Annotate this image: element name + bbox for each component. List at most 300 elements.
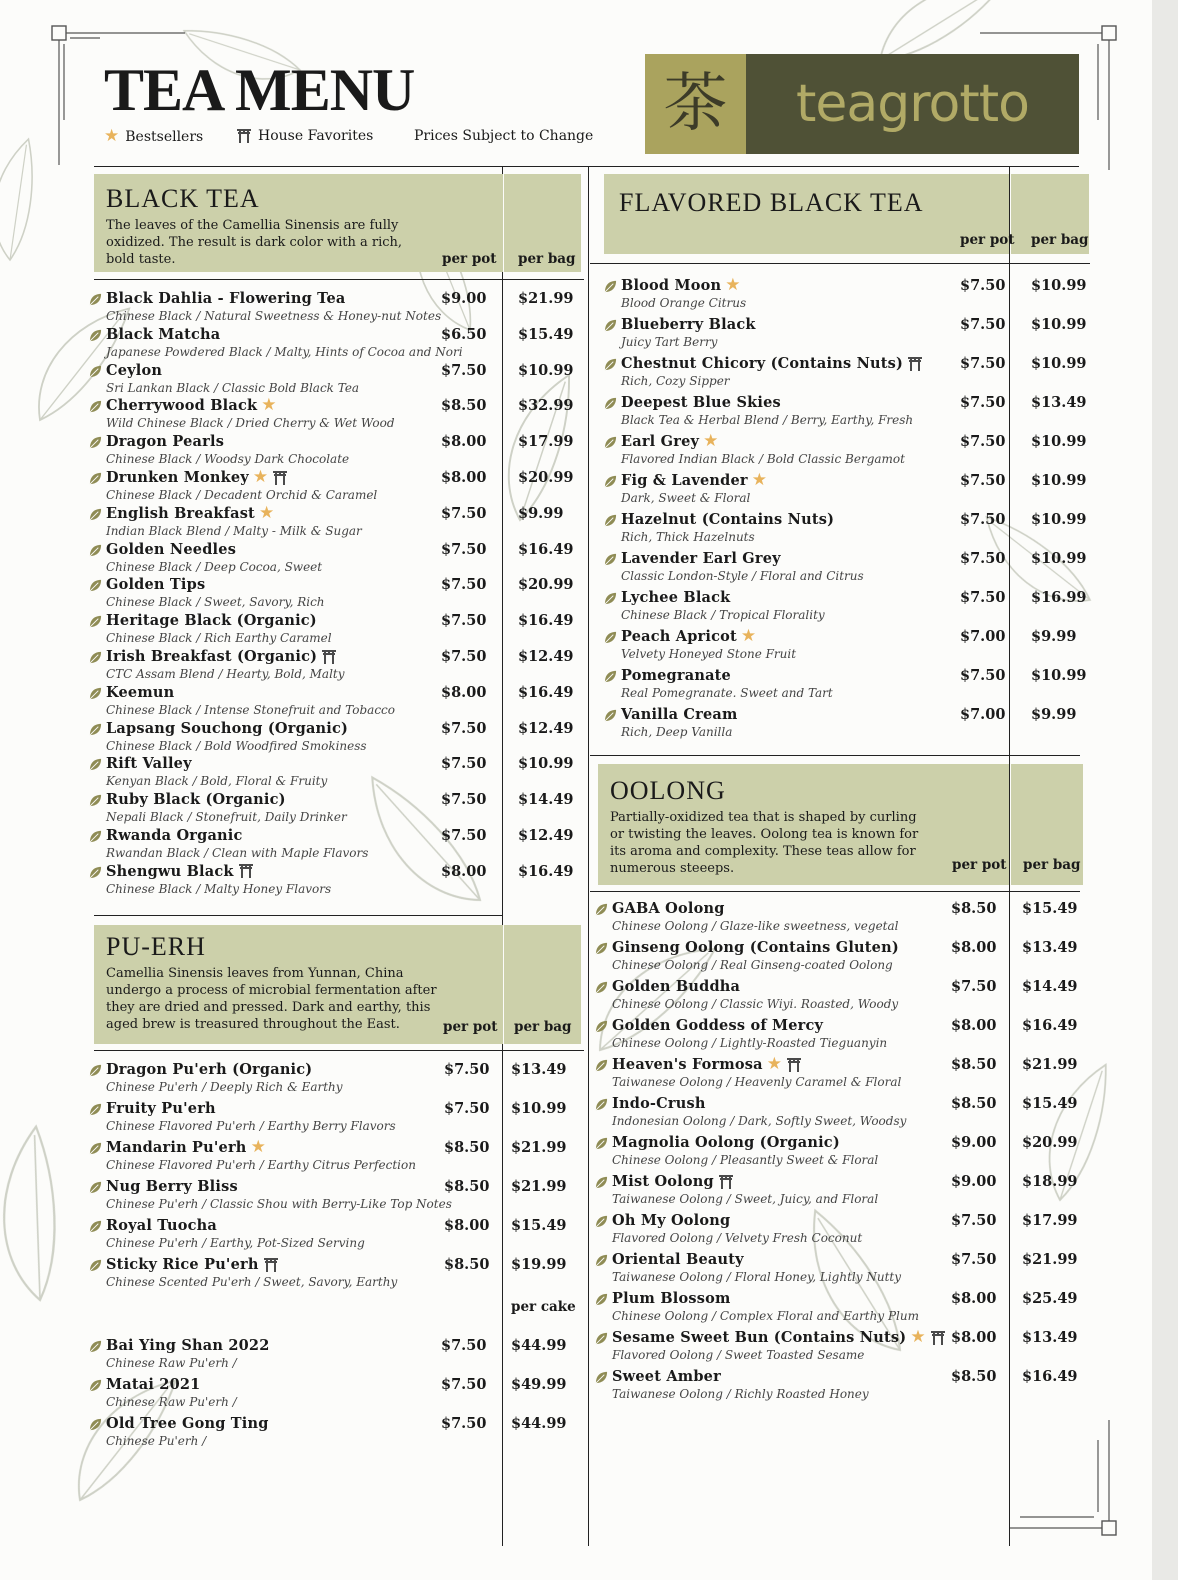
torii-icon [263, 1257, 279, 1273]
item-name-text: Blood Moon [621, 277, 722, 294]
item-description: Rich, Deep Vanilla [621, 725, 733, 739]
leaf-icon [89, 651, 102, 664]
item-name-text: Cherrywood Black [106, 397, 258, 415]
item-description: Rwandan Black / Clean with Maple Flavors [106, 846, 369, 860]
item-name-text: Ruby Black (Organic) [106, 791, 286, 809]
price-per-pot: $9.00 [951, 1134, 997, 1151]
price-per-bag: $21.99 [518, 290, 574, 307]
price-per-pot: $8.00 [441, 862, 487, 880]
item-name [106, 576, 205, 593]
item-name-text: Fruity Pu'erh [106, 1100, 216, 1117]
price-per-pot: $8.50 [951, 900, 997, 917]
price-per-pot: $8.50 [441, 397, 487, 415]
price-per-pot: $7.50 [441, 1376, 487, 1393]
price-per-pot: $7.50 [441, 540, 487, 558]
item-name-text: Ginseng Oolong (Contains Gluten) [612, 939, 899, 956]
price-per-bag: $14.49 [1022, 978, 1078, 995]
item-name [106, 1061, 312, 1078]
leaf-icon [89, 794, 102, 807]
desc-line: aged brew is treasured throughout the East. [106, 1017, 400, 1032]
leaf-icon [604, 514, 617, 527]
item-name [612, 1134, 840, 1151]
item-description: Indonesian Oolong / Dark, Softly Sweet, Woodsy [612, 1114, 907, 1128]
price-per-pot: $8.00 [441, 683, 487, 701]
puerh-title: PU-ERH [106, 932, 206, 961]
price-per-bag: $17.99 [1022, 1212, 1078, 1229]
item-description: Chinese Black / Bold Woodfired Smokiness [106, 738, 367, 753]
price-per-bag: $10.99 [1031, 433, 1087, 450]
item-name [106, 612, 317, 629]
item-name-text: Blueberry Black [621, 316, 756, 333]
logo-tea-glyph-panel [645, 54, 746, 154]
leaf-icon [89, 1181, 102, 1194]
price-per-pot: $7.00 [960, 706, 1006, 723]
prices-note-label: Prices Subject to Change [414, 128, 594, 144]
price-per-cake: $44.99 [511, 1415, 567, 1432]
item-name-text: Golden Tips [106, 576, 206, 594]
price-per-bag: $32.99 [518, 397, 574, 415]
item-name-text: Rwanda Organic [106, 827, 243, 844]
price-per-pot: $8.00 [951, 1329, 997, 1346]
price-per-pot: $7.50 [960, 472, 1006, 489]
item-description: Chinese Oolong / Classic Wiyi. Roasted, Woody [612, 997, 899, 1011]
price-per-pot: $7.50 [441, 827, 487, 844]
menu-title: TEA MENU [104, 57, 415, 123]
puerh-description [106, 965, 437, 1033]
item-name [106, 1178, 238, 1195]
item-name [106, 433, 224, 450]
item-name [621, 394, 781, 411]
price-per-pot: $7.50 [441, 612, 487, 630]
item-name-text: Sesame Sweet Bun (Contains Nuts) [612, 1329, 907, 1346]
leaf-icon [89, 1418, 102, 1431]
item-name [621, 472, 767, 489]
item-name-text: Black Dahlia - Flowering Tea [106, 290, 346, 307]
item-name-text: Shengwu Black [106, 862, 234, 880]
item-name-text: Irish Breakfast (Organic) [106, 648, 318, 665]
item-name-text: Keemun [106, 683, 175, 701]
price-per-cake: $44.99 [511, 1337, 567, 1354]
item-description: Sri Lankan Black / Classic Bold Black Tea [106, 380, 360, 395]
item-name [106, 827, 243, 844]
item-name [106, 290, 346, 307]
star-icon: ★ [252, 467, 269, 487]
item-description: Japanese Powdered Black / Malty, Hints of Cocoa and Nori [106, 344, 463, 359]
item-name-text: Mist Oolong [612, 1173, 714, 1190]
item-name-text: Matai 2021 [106, 1376, 201, 1393]
price-per-bag: $20.99 [518, 469, 574, 486]
leaf-icon [595, 1371, 608, 1384]
price-per-bag: $10.99 [1031, 550, 1087, 567]
item-description: Chinese Oolong / Glaze-like sweetness, vegetal [612, 919, 899, 933]
black-tea-header-rule [94, 279, 584, 280]
price-per-bag: $10.99 [1031, 316, 1087, 333]
price-per-pot: $7.50 [441, 504, 487, 522]
price-per-pot: $7.50 [960, 277, 1006, 294]
price-per-pot: $7.50 [441, 1337, 487, 1354]
item-name [106, 1415, 269, 1432]
leaf-icon [89, 866, 102, 879]
item-name-text: Royal Tuocha [106, 1217, 217, 1234]
price-per-bag: $15.49 [1022, 1095, 1078, 1112]
item-description: Chinese Oolong / Real Ginseng-coated Oolong [612, 958, 893, 972]
header-divider [94, 166, 1079, 167]
price-per-pot: $8.50 [444, 1256, 490, 1273]
price-per-bag: $9.99 [518, 504, 564, 522]
item-description: Chinese Oolong / Complex Floral and Earthy Plum [612, 1309, 919, 1323]
item-name [106, 1139, 266, 1156]
item-name-text: Vanilla Cream [621, 706, 738, 723]
item-name [612, 1251, 744, 1268]
desc-line: oxidized. The result is dark color with a rich, [106, 235, 403, 250]
flavored-per-bag-header: per bag [1031, 232, 1089, 248]
price-per-pot: $7.50 [441, 1415, 487, 1432]
item-name-text: Magnolia Oolong (Organic) [612, 1134, 840, 1151]
item-name [106, 648, 337, 665]
logo-wordmark: teagrotto [796, 74, 1029, 134]
price-per-pot: $7.50 [441, 719, 487, 737]
item-name-text: Nug Berry Bliss [106, 1178, 238, 1195]
item-name [106, 720, 348, 737]
left-price-divider [502, 166, 503, 1546]
price-per-bag: $16.49 [1022, 1368, 1078, 1385]
flavored-bottom-rule [590, 755, 1080, 756]
item-name [106, 863, 254, 880]
desc-line: they are dried and pressed. Dark and earthy, this [106, 1000, 431, 1015]
black-tea-description [106, 217, 402, 268]
column-divider [588, 166, 589, 1546]
price-per-bag: $9.99 [1031, 628, 1077, 645]
item-name [612, 1290, 731, 1307]
leaf-icon [604, 670, 617, 683]
legend-house-favorites-label: House Favorites [258, 128, 374, 144]
item-name-text: Heaven's Formosa [612, 1056, 763, 1073]
price-per-bag: $17.99 [518, 433, 574, 451]
price-per-bag: $12.49 [518, 648, 574, 665]
leaf-icon [89, 723, 102, 736]
item-name [612, 1095, 706, 1112]
item-name [612, 1368, 721, 1385]
item-name-text: Lychee Black [621, 589, 731, 606]
leaf-icon [595, 1020, 608, 1033]
star-icon: ★ [703, 431, 719, 451]
leaf-icon [89, 544, 102, 557]
item-name [612, 1212, 730, 1229]
price-per-bag: $20.99 [518, 576, 574, 594]
star-icon: ★ [751, 470, 768, 490]
item-name [106, 326, 220, 343]
star-icon: ★ [740, 626, 757, 646]
oolong-title: OOLONG [610, 776, 726, 805]
price-per-bag: $10.99 [1031, 277, 1087, 294]
item-description: Classic London-Style / Floral and Citrus [621, 569, 864, 583]
item-description: Chinese Oolong / Pleasantly Sweet & Floral [612, 1153, 879, 1167]
item-name [106, 362, 162, 379]
item-description: Chinese Flavored Pu'erh / Earthy Citrus Perfection [106, 1158, 416, 1172]
item-description: Chinese Black / Natural Sweetness & Honey-nut Notes [106, 309, 442, 323]
price-per-bag: $16.49 [518, 862, 574, 880]
leaf-icon [604, 280, 617, 293]
item-name-text: Golden Goddess of Mercy [612, 1017, 824, 1034]
item-name [106, 1100, 216, 1117]
price-per-pot: $7.50 [441, 648, 487, 665]
price-per-bag: $25.49 [1022, 1290, 1078, 1307]
price-per-bag: $21.99 [1022, 1056, 1078, 1073]
item-name [612, 1056, 802, 1073]
item-name-text: Sweet Amber [612, 1368, 721, 1385]
item-name [621, 355, 923, 372]
leaf-icon [89, 687, 102, 700]
item-name-text: Lapsang Souchong (Organic) [106, 719, 349, 737]
item-name-text: Golden Buddha [612, 978, 741, 995]
item-name [106, 1337, 270, 1354]
price-per-bag: $14.49 [518, 791, 574, 809]
item-description: Taiwanese Oolong / Floral Honey, Lightly Nutty [612, 1270, 901, 1284]
leaf-icon [89, 1142, 102, 1155]
leaf-icon [89, 1340, 102, 1353]
item-name-text: Bai Ying Shan 2022 [106, 1337, 270, 1354]
desc-line: Partially-oxidized tea that is shaped by curling [610, 810, 917, 825]
item-name-text: Black Matcha [106, 325, 221, 343]
item-name-text: Peach Apricot [621, 628, 737, 645]
price-per-pot: $8.00 [441, 433, 487, 451]
item-name-text: Old Tree Gong Ting [106, 1415, 269, 1432]
leaf-icon [89, 1064, 102, 1077]
leaf-icon [89, 615, 102, 628]
price-per-bag: $18.99 [1022, 1173, 1078, 1190]
tea-character-icon: 茶 [663, 67, 728, 141]
leaf-icon [604, 319, 617, 332]
desc-line: its aroma and complexity. These teas allow for [610, 844, 916, 859]
item-description: Chinese Black / Intense Stonefruit and Tobacco [106, 702, 395, 717]
leaf-icon [89, 1220, 102, 1233]
price-per-pot: $7.50 [960, 355, 1006, 372]
item-description: Real Pomegranate. Sweet and Tart [621, 686, 833, 700]
item-name [621, 316, 756, 333]
leaf-icon [595, 981, 608, 994]
item-description: Wild Chinese Black / Dried Cherry & Wet Wood [106, 416, 395, 431]
item-name [106, 502, 275, 523]
item-name [612, 1017, 823, 1034]
leaf-icon [89, 1103, 102, 1116]
item-name-text: Plum Blossom [612, 1290, 731, 1307]
torii-icon [718, 1174, 734, 1190]
leaf-icon [89, 1379, 102, 1392]
black-tea-per-bag-header: per bag [518, 251, 576, 267]
flavored-title: FLAVORED BLACK TEA [619, 188, 924, 217]
price-per-pot: $7.50 [960, 589, 1006, 606]
item-name-text: Oh My Oolong [612, 1212, 731, 1229]
item-description: Chinese Pu'erh / [106, 1434, 207, 1448]
leaf-icon [89, 830, 102, 843]
price-per-bag: $13.49 [1022, 939, 1078, 956]
leaf-icon [595, 942, 608, 955]
item-name-text: Pomegranate [621, 667, 731, 684]
torii-icon [321, 649, 337, 665]
item-description: Rich, Thick Hazelnuts [621, 530, 755, 544]
item-name-text: Ceylon [106, 361, 163, 379]
price-per-bag: $12.49 [518, 827, 574, 844]
puerh-per-pot-header: per pot [443, 1019, 498, 1035]
item-name-text: Rift Valley [106, 755, 192, 773]
price-per-pot: $8.00 [951, 939, 997, 956]
item-description: Chinese Black / Woodsy Dark Chocolate [106, 452, 350, 467]
price-per-bag: $20.99 [1022, 1134, 1078, 1151]
oolong-per-bag-header: per bag [1023, 857, 1081, 873]
star-icon: ★ [910, 1327, 926, 1347]
item-name [612, 900, 725, 917]
price-per-bag: $21.99 [511, 1178, 567, 1195]
price-per-pot: $8.50 [444, 1178, 490, 1195]
flavored-per-pot-header: per pot [960, 232, 1015, 248]
leaf-icon [89, 758, 102, 771]
item-name-text: Chestnut Chicory (Contains Nuts) [621, 355, 904, 372]
price-per-pot: $7.50 [951, 1251, 997, 1268]
leaf-icon [89, 400, 102, 413]
item-name [612, 978, 740, 995]
item-description: Taiwanese Oolong / Richly Roasted Honey [612, 1387, 869, 1401]
item-description: Chinese Flavored Pu'erh / Earthy Berry Flavors [106, 1119, 396, 1133]
leaf-icon [595, 1254, 608, 1267]
price-per-bag: $16.49 [518, 540, 574, 558]
star-icon: ★ [766, 1054, 783, 1074]
leaf-icon [604, 553, 617, 566]
puerh-per-bag-header: per bag [514, 1019, 572, 1035]
price-per-pot: $7.50 [444, 1100, 490, 1117]
leaf-icon [604, 592, 617, 605]
price-per-pot: $7.50 [441, 361, 487, 379]
price-per-bag: $21.99 [1022, 1251, 1078, 1268]
desc-line: Camellia Sinensis leaves from Yunnan, China [106, 966, 404, 981]
price-per-bag: $10.99 [511, 1100, 567, 1117]
price-per-pot: $8.50 [951, 1095, 997, 1112]
item-description: Taiwanese Oolong / Sweet, Juicy, and Floral [612, 1192, 879, 1206]
desc-line: bold taste. [106, 252, 176, 267]
price-per-bag: $16.49 [1022, 1017, 1078, 1034]
item-name [106, 1256, 279, 1273]
leaf-icon [89, 508, 102, 521]
price-per-pot: $7.50 [951, 1212, 997, 1229]
legend-bestsellers-label: Bestsellers [125, 128, 204, 145]
price-per-bag: $13.49 [1031, 394, 1087, 411]
item-name-text: Oriental Beauty [612, 1251, 744, 1268]
oolong-description [610, 809, 918, 877]
price-per-pot: $8.00 [951, 1290, 997, 1307]
leaf-icon [604, 436, 617, 449]
price-per-bag: $21.99 [511, 1139, 567, 1156]
leaf-icon [89, 329, 102, 342]
item-description: Chinese Scented Pu'erh / Sweet, Savory, Earthy [106, 1275, 398, 1289]
price-per-bag: $15.49 [511, 1217, 567, 1234]
item-description: Flavored Oolong / Sweet Toasted Sesame [612, 1348, 865, 1362]
flavored-header-rule [590, 263, 1090, 264]
oolong-header-rule [590, 891, 1080, 892]
item-name-text: Fig & Lavender [621, 472, 748, 489]
price-per-pot: $9.00 [441, 290, 487, 307]
price-per-pot: $8.50 [951, 1056, 997, 1073]
leaf-icon [595, 1137, 608, 1150]
desc-line: numerous steeeps. [610, 861, 735, 876]
price-per-bag: $10.99 [518, 361, 574, 379]
item-name [106, 684, 174, 701]
desc-line: undergo a process of microbial fermentation after [106, 983, 437, 998]
price-per-cake: $49.99 [511, 1376, 567, 1393]
item-description: Black Tea & Herbal Blend / Berry, Earthy, Fresh [621, 413, 914, 427]
item-description: Chinese Pu'erh / Classic Shou with Berry-Like Top Notes [106, 1197, 452, 1211]
leaf-icon [595, 1059, 608, 1072]
leaf-icon [595, 903, 608, 916]
item-description: Flavored Oolong / Velvety Fresh Coconut [612, 1231, 863, 1245]
leaf-icon [595, 1176, 608, 1189]
item-description: Rich, Cozy Sipper [621, 374, 730, 388]
leaf-icon [89, 436, 102, 449]
price-per-bag: $13.49 [511, 1061, 567, 1078]
price-per-bag: $9.99 [1031, 706, 1077, 723]
item-name [106, 1376, 200, 1393]
item-description: Blood Orange Citrus [621, 296, 747, 310]
price-per-pot: $7.50 [960, 394, 1006, 411]
price-per-pot: $9.00 [951, 1173, 997, 1190]
leaf-icon [604, 475, 617, 488]
price-per-bag: $16.49 [518, 683, 574, 701]
price-per-pot: $8.00 [951, 1017, 997, 1034]
price-per-bag: $10.99 [1031, 667, 1087, 684]
item-name [621, 550, 781, 567]
item-description: Flavored Indian Black / Bold Classic Bergamot [621, 452, 905, 466]
item-name-text: Earl Grey [621, 433, 700, 450]
item-name-text: Dragon Pu'erh (Organic) [106, 1061, 313, 1078]
price-per-bag: $10.99 [1031, 472, 1087, 489]
leaf-icon [89, 365, 102, 378]
item-name [106, 791, 286, 808]
item-name-text: Mandarin Pu'erh [106, 1139, 247, 1156]
item-description: Chinese Raw Pu'erh / [106, 1395, 237, 1409]
item-name [612, 939, 899, 956]
puerh-per-cake-header: per cake [511, 1299, 576, 1315]
item-name-text: Dragon Pearls [106, 433, 225, 451]
item-name-text: Indo-Crush [612, 1095, 706, 1112]
item-name [106, 1217, 217, 1234]
star-icon: ★ [258, 502, 275, 523]
item-name [106, 541, 236, 558]
item-description: Juicy Tart Berry [621, 335, 718, 349]
price-per-bag: $13.49 [1022, 1329, 1078, 1346]
oolong-per-pot-header: per pot [952, 857, 1007, 873]
item-name-text: Deepest Blue Skies [621, 394, 781, 411]
logo-wordmark-panel [746, 54, 1079, 154]
price-per-pot: $7.00 [960, 628, 1006, 645]
black-tea-bottom-rule [94, 915, 502, 916]
price-per-bag: $10.99 [1031, 511, 1087, 528]
item-name [621, 589, 730, 606]
item-name [621, 277, 741, 294]
torii-icon [907, 356, 923, 372]
black-tea-title: BLACK TEA [106, 184, 260, 213]
torii-icon [786, 1057, 802, 1073]
item-name [106, 755, 192, 772]
item-name-text: Heritage Black (Organic) [106, 612, 317, 630]
price-per-pot: $7.50 [441, 576, 487, 594]
leaf-icon [604, 397, 617, 410]
black-tea-per-pot-header: per pot [442, 251, 497, 267]
leaf-icon [604, 358, 617, 371]
item-description: Chinese Black / Rich Earthy Caramel [106, 631, 332, 646]
item-description: Taiwanese Oolong / Heavenly Caramel & Floral [612, 1075, 902, 1089]
price-per-bag: $12.49 [518, 719, 574, 737]
item-name-text: Sticky Rice Pu'erh [106, 1256, 259, 1273]
legend-house-favorites [236, 128, 373, 144]
item-description: Chinese Black / Tropical Florality [621, 608, 825, 622]
